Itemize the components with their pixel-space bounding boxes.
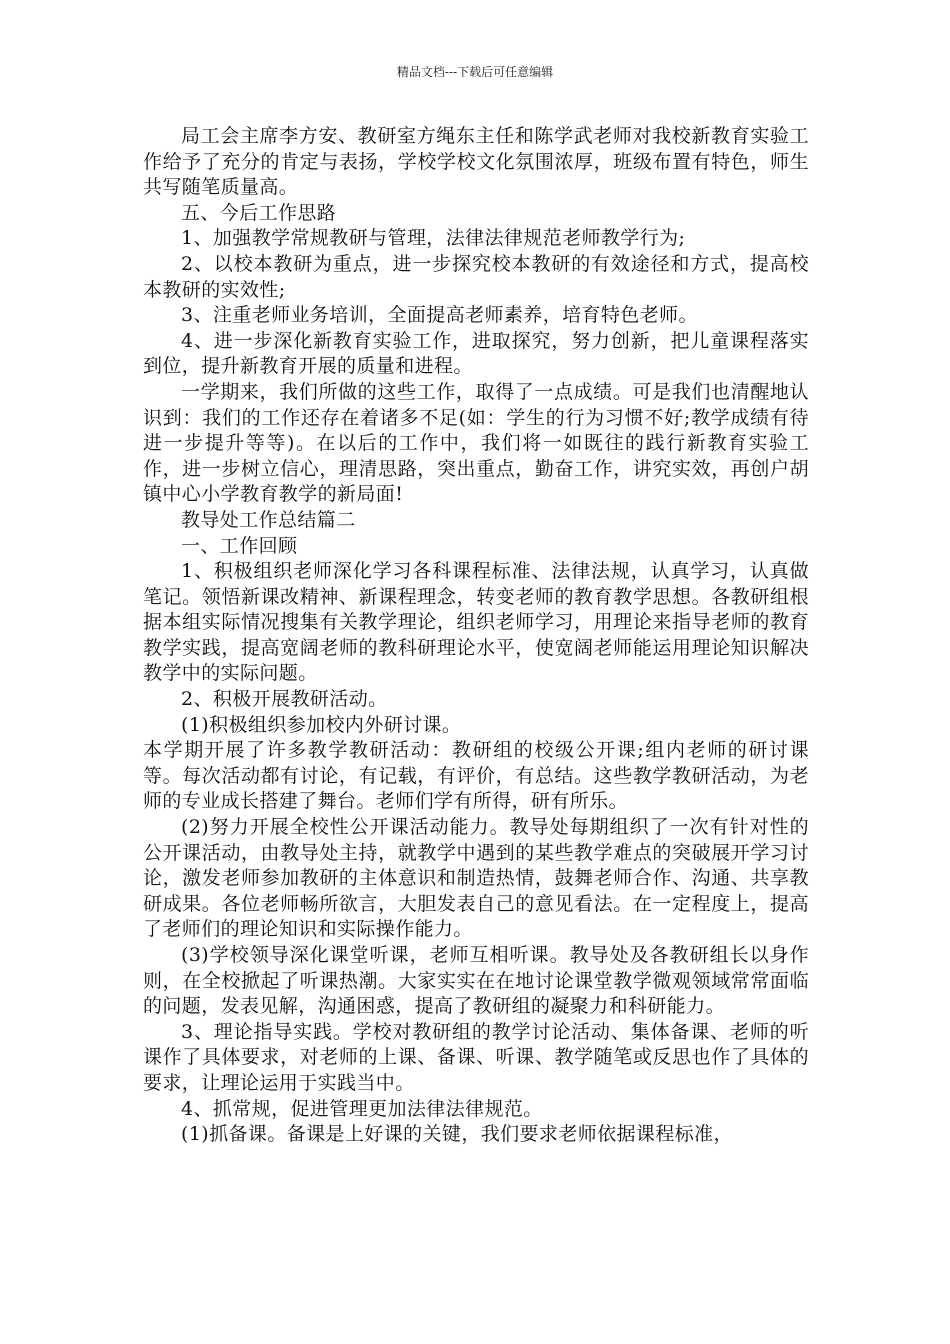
paragraph: 1、积极组织老师深化学习各科课程标准、法律法规，认真学习，认真做笔记。领悟新课改精神、新课程理念，转变老师的教育教学思想。各教研组根据本组实际情况搜集有关教学理论，组织老师学习，用理论来指导老师的教育教学实践，提高宽阔老师的教科研理论水平，使宽阔老师能运用理论知识解决教学中的实际问题。	[143, 560, 809, 685]
section-heading: 五、今后工作思路	[181, 201, 337, 224]
paragraph: (2)努力开展全校性公开课活动能力。教导处每期组织了一次有针对性的公开课活动，由教导处主持，就教学中遇到的某些教学难点的突破展开学习讨论，激发老师参加教研的主体意识和制造热情，鼓舞老师合作、沟通、共享教研成果。各位老师畅所欲言，大胆发表自己的意见看法。在一定程度上，提高了老师们的理论知识和实际操作能力。	[143, 816, 809, 941]
list-item: 2、以校本教研为重点，进一步探究校本教研的有效途径和方式，提高校本教研的实效性;	[143, 252, 809, 301]
paragraph: (1)积极组织参加校内外研讨课。	[181, 713, 462, 736]
paragraph: 局工会主席李方安、教研室方绳东主任和陈学武老师对我校新教育实验工作给予了充分的肯定与表扬，学校学校文化氛围浓厚，班级布置有特色，师生共写随笔质量高。	[143, 125, 809, 199]
section-title: 教导处工作总结篇二	[181, 508, 356, 531]
list-item: 3、注重老师业务培训，全面提高老师素养，培育特色老师。	[181, 304, 698, 327]
paragraph: 3、理论指导实践。学校对教研组的教学讨论活动、集体备课、老师的听课作了具体要求，对老师的上课、备课、听课、教学随笔或反思也作了具体的要求，让理论运用于实践当中。	[143, 1020, 809, 1094]
paragraph: 2、积极开展教研活动。	[181, 688, 388, 711]
list-item: 1、加强教学常规教研与管理，法律法律规范老师教学行为;	[181, 227, 686, 250]
list-item: 4、进一步深化新教育实验工作，进取探究，努力创新，把儿童课程落实到位，提升新教育开展的质量和进程。	[143, 329, 809, 378]
paragraph: 本学期开展了许多教学教研活动：教研组的校级公开课;组内老师的研讨课等。每次活动都有讨论，有记载，有评价，有总结。这些教学教研活动，为老师的专业成长搭建了舞台。老师们学有所得，研有所乐。	[143, 739, 809, 813]
paragraph: 4、抓常规，促进管理更加法律法律规范。	[181, 1097, 543, 1120]
paragraph: (1)抓备课。备课是上好课的关键，我们要求老师依据课程标准，	[181, 1123, 733, 1146]
document-body	[143, 124, 809, 1148]
paragraph: (3)学校领导深化课堂听课，老师互相听课。教导处及各教研组长以身作则，在全校掀起了听课热潮。大家实实在在地讨论课堂教学微观领域常常面临的问题，发表见解，沟通困惑，提高了教研组的凝聚力和科研能力。	[143, 944, 809, 1018]
paragraph: 一学期来，我们所做的这些工作，取得了一点成绩。可是我们也清醒地认识到：我们的工作还存在着诸多不足(如：学生的行为习惯不好;教学成绩有待进一步提升等等)。在以后的工作中，我们将一如既往的践行新教育实验工作，进一步树立信心，理清思路，突出重点，勤奋工作，讲究实效，再创户胡镇中心小学教育教学的新局面!	[143, 380, 809, 506]
page-header: 精品文档---下载后可任意编辑	[396, 65, 554, 79]
section-heading: 一、工作回顾	[181, 534, 298, 557]
